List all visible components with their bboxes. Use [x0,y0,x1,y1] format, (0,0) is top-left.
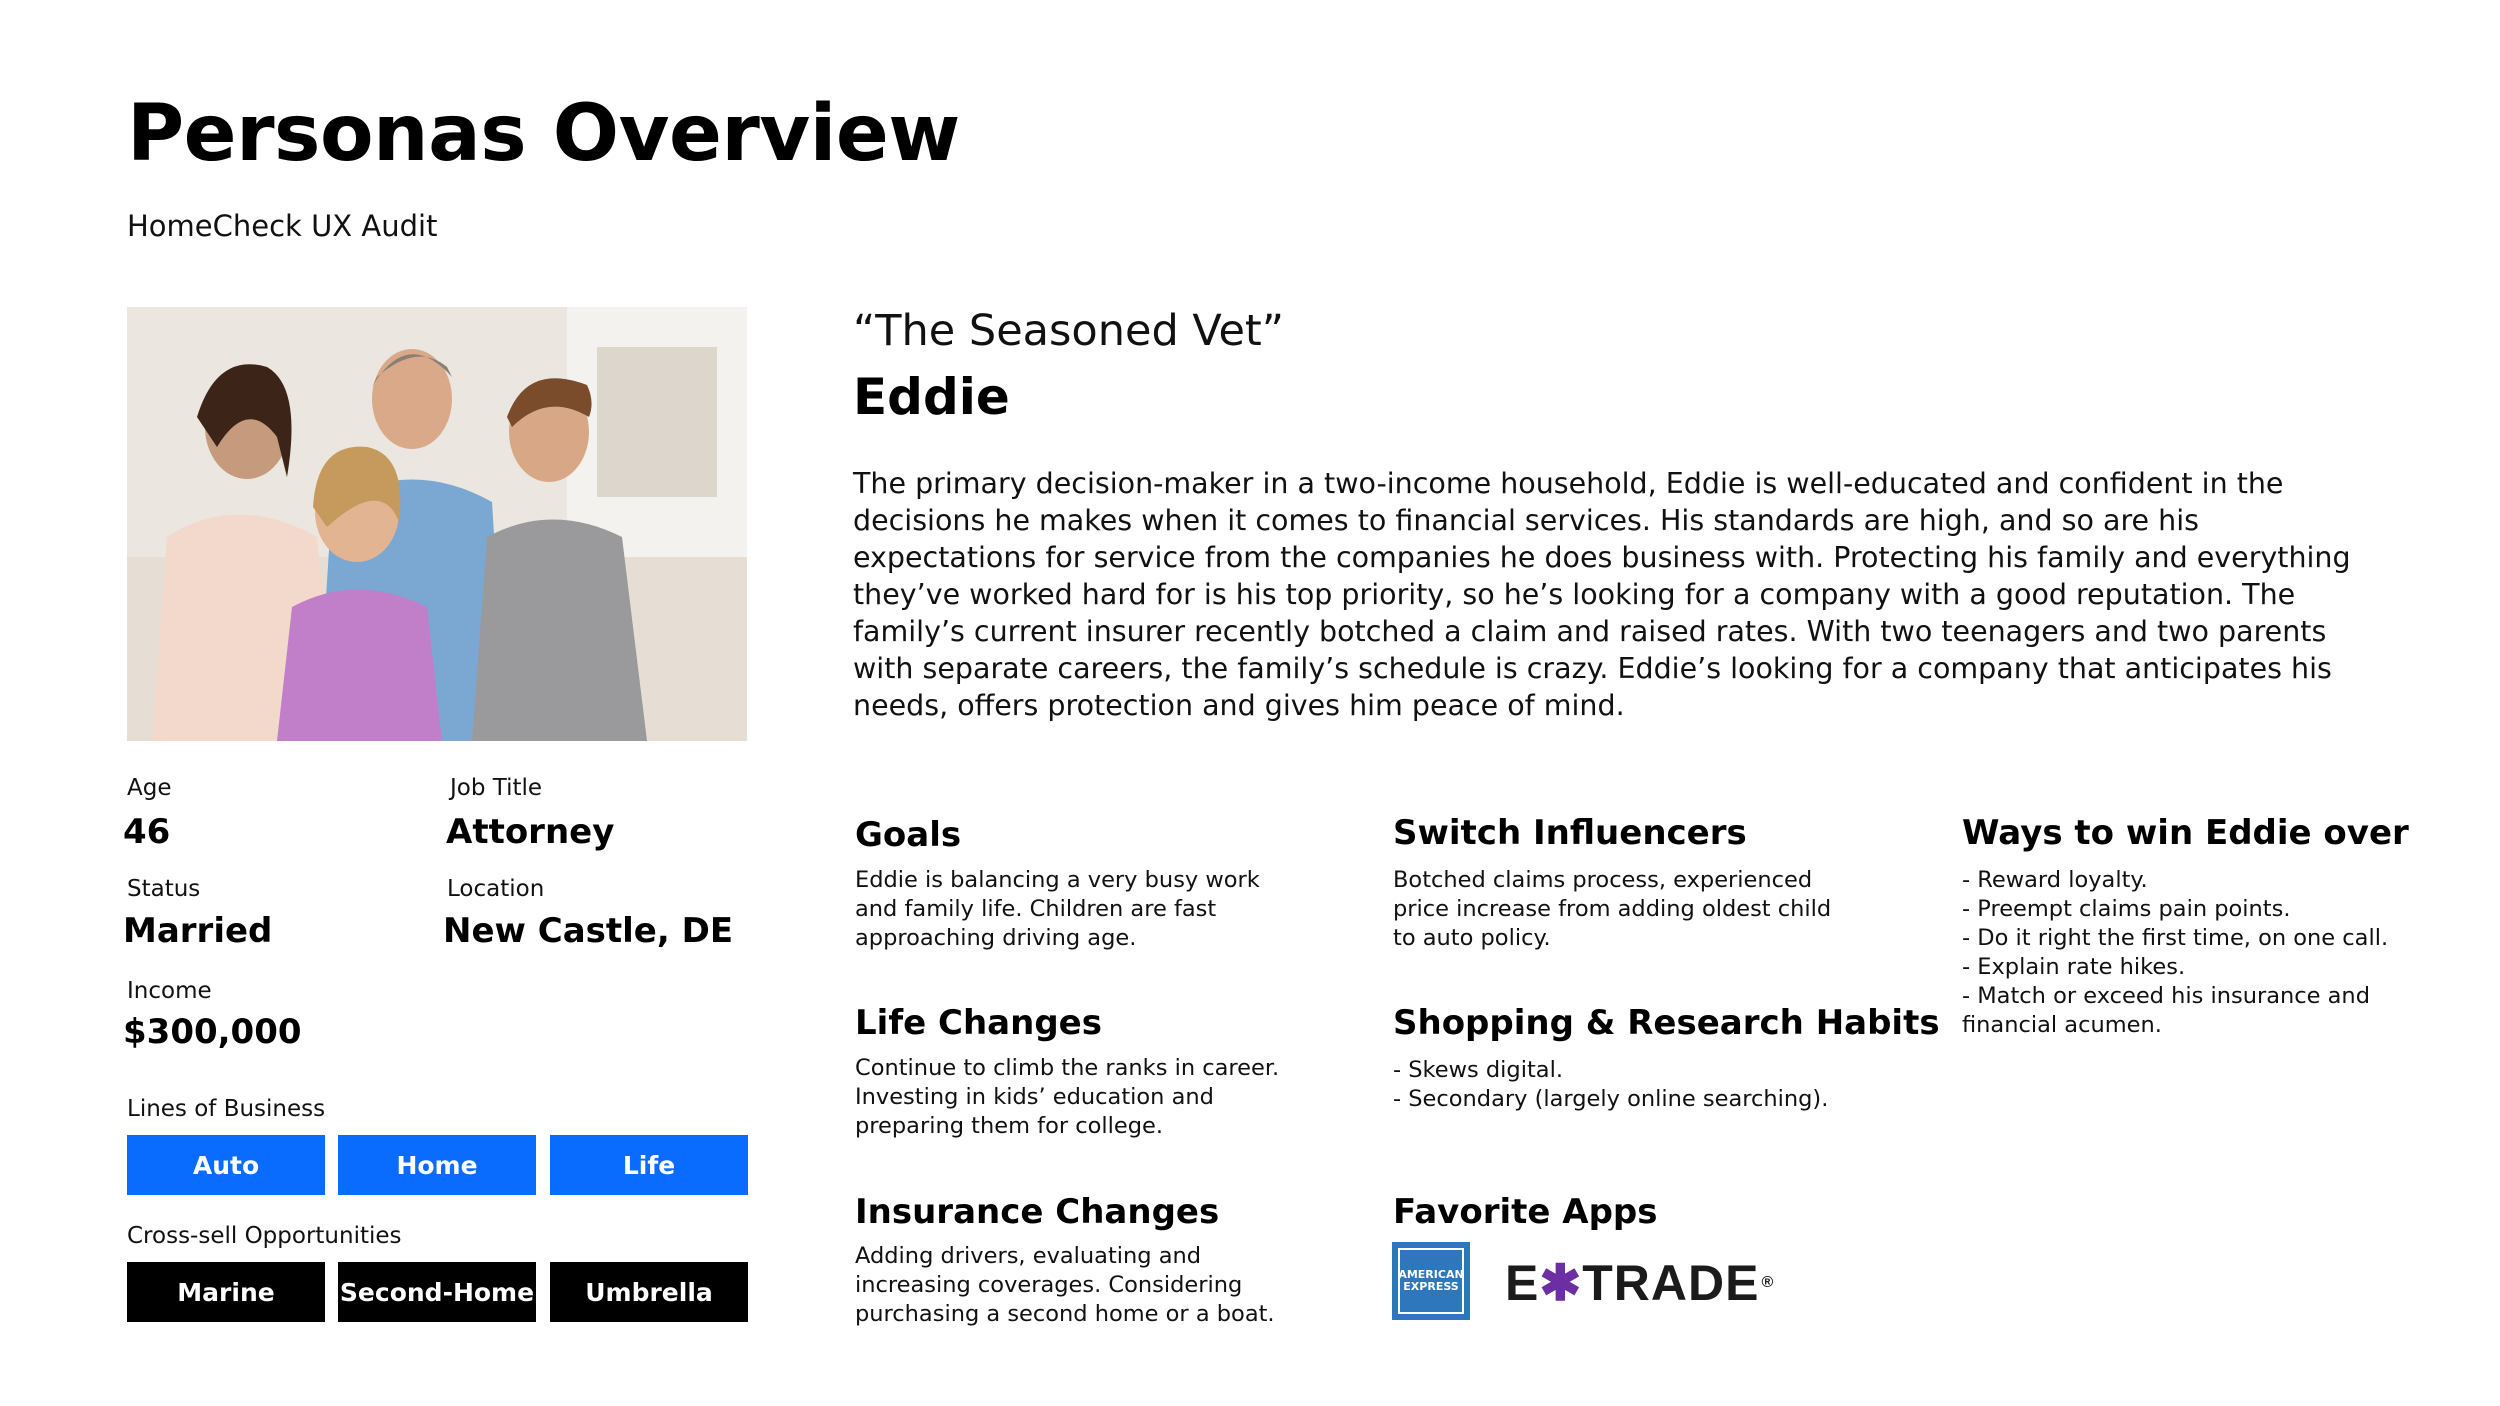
line-auto-chip: Auto [127,1135,325,1195]
location-label: Location [447,876,545,902]
cross-sell-second-home-chip: Second-Home [338,1262,536,1322]
switch-influencers-heading: Switch Influencers [1393,813,1747,853]
goals-body: Eddie is balancing a very busy work and family life. Children are fast approaching driving age. [855,867,1260,951]
insurance-changes-body: Adding drivers, evaluating and increasing coverages. Considering purchasing a second home or a boat. [855,1243,1275,1327]
shopping-body: - Skews digital. - Secondary (largely online searching). [1393,1057,1829,1112]
page-subtitle: HomeCheck UX Audit [127,209,438,243]
etrade-registered: ® [1761,1274,1775,1291]
persona-tagline: “The Seasoned Vet” [853,306,1285,356]
family-photo-illustration [127,307,747,741]
family-photo [127,307,747,741]
favorite-apps-heading: Favorite Apps [1393,1192,1658,1232]
age-value: 46 [123,812,171,852]
line-home-chip: Home [338,1135,536,1195]
ways-to-win-heading: Ways to win Eddie over [1962,813,2409,853]
persona-bio: The primary decision-maker in a two-income household, Eddie is well-educated and confident in the decisions he makes when it comes to financial services. His standards are high, and so are his expectations for service from the companies he does business with. Protecting his family and everything they’ve worked hard for is his top priority, so he’s looking for a company with a good reputation. The family’s current insurer recently botched a claim and raised rates. With two teenagers and two parents with separate careers, the family’s schedule is crazy. Eddie’s looking for a company that anticipates his needs, offers protection and gives him peace of mind. [853,467,2351,722]
etrade-e: E [1505,1255,1540,1311]
insurance-changes-heading: Insurance Changes [855,1192,1220,1232]
location-value: New Castle, DE [443,911,734,951]
income-value: $300,000 [123,1012,302,1052]
shopping-heading: Shopping & Research Habits [1393,1003,1940,1043]
page-title: Personas Overview [127,89,960,179]
life-changes-heading: Life Changes [855,1003,1102,1043]
job-title-label: Job Title [450,775,543,801]
lines-of-business-label: Lines of Business [127,1096,326,1122]
amex-line2: EXPRESS [1403,1280,1459,1293]
line-life-chip: Life [550,1135,748,1195]
amex-app-icon [1392,1242,1470,1320]
cross-sell-marine-chip: Marine [127,1262,325,1322]
status-value: Married [123,911,273,951]
goals-heading: Goals [855,815,962,855]
switch-influencers-body: Botched claims process, experienced price increase from adding oldest child to auto policy. [1393,867,1832,951]
status-label: Status [127,876,201,902]
etrade-app-icon [1505,1255,1775,1311]
job-title-value: Attorney [446,812,615,852]
cross-sell-label: Cross-sell Opportunities [127,1223,402,1249]
etrade-star-icon: ✱ [1539,1255,1583,1311]
ways-to-win-body: - Reward loyalty. - Preempt claims pain points. - Do it right the first time, on one call. - Explain rate hikes. - Match or exceed his insurance and financial acumen. [1962,867,2389,1038]
age-label: Age [127,775,172,801]
income-label: Income [127,978,212,1004]
persona-name: Eddie [853,368,1010,426]
etrade-rest: TRADE [1582,1255,1760,1311]
life-changes-body: Continue to climb the ranks in career. Investing in kids’ education and preparing them for college. [855,1055,1280,1139]
cross-sell-umbrella-chip: Umbrella [550,1262,748,1322]
amex-line1: AMERICAN [1398,1268,1464,1281]
